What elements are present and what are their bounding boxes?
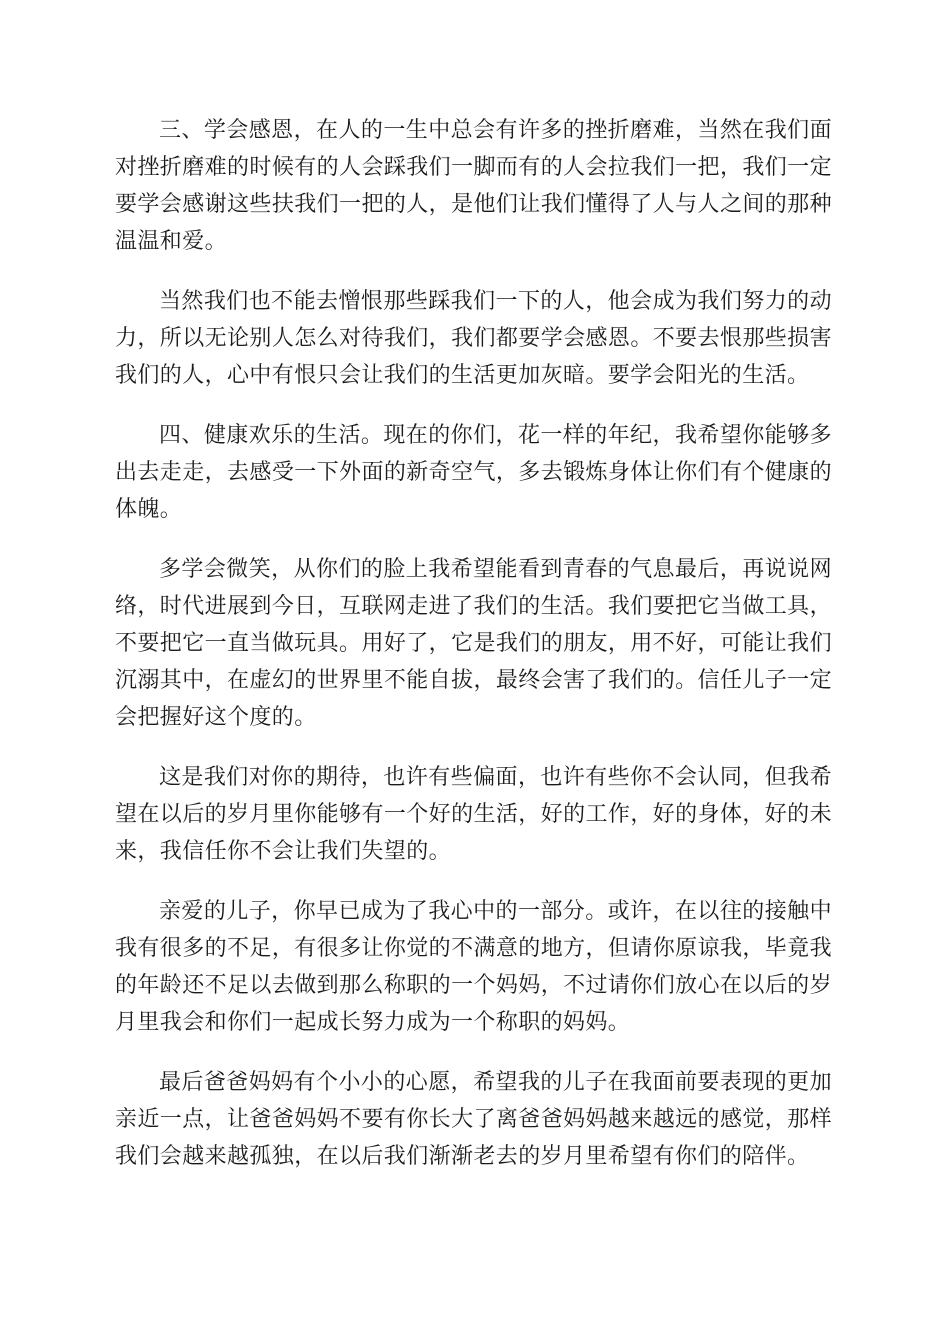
paragraph-final-wish: 最后爸爸妈妈有个小小的心愿，希望我的儿子在我面前要表现的更加亲近一点，让爸爸妈妈不要有你长大了离爸爸妈妈越来越远的感觉，那样我们会越来越孤独，在以后我们渐渐老去的岁月里希望有你们的陪伴。 <box>115 1070 832 1169</box>
document-page <box>115 112 832 1198</box>
paragraph-dear-son: 亲爱的儿子，你早已成为了我心中的一部分。或许，在以往的接触中我有很多的不足，有很多让你觉的不满意的地方，但请你原谅我，毕竟我的年龄还不足以去做到那么称职的一个妈妈，不过请你们放心在以后的岁月里我会和你们一起成长努力成为一个称职的妈妈。 <box>115 899 832 1035</box>
paragraph-gratitude: 三、学会感恩，在人的一生中总会有许多的挫折磨难，当然在我们面对挫折磨难的时候有的人会踩我们一脚而有的人会拉我们一把，我们一定要学会感谢这些扶我们一把的人，是他们让我们懂得了人与人之间的那种温温和爱。 <box>115 118 832 254</box>
paragraph-no-hatred: 当然我们也不能去憎恨那些踩我们一下的人，他会成为我们努力的动力，所以无论别人怎么对待我们，我们都要学会感恩。不要去恨那些损害我们的人，心中有恨只会让我们的生活更加灰暗。要学会阳光的生活。 <box>115 289 832 388</box>
paragraph-smile-internet: 多学会微笑，从你们的脸上我希望能看到青春的气息最后，再说说网络，时代进展到今日，互联网走进了我们的生活。我们要把它当做工具，不要把它一直当做玩具。用好了，它是我们的朋友，用不好，可能让我们沉溺其中，在虚幻的世界里不能自拔，最终会害了我们的。信任儿子一定会把握好这个度的。 <box>115 557 832 730</box>
paragraph-healthy-life: 四、健康欢乐的生活。现在的你们，花一样的年纪，我希望你能够多出去走走，去感受一下外面的新奇空气，多去锻炼身体让你们有个健康的体魄。 <box>115 423 832 522</box>
paragraph-expectations: 这是我们对你的期待，也许有些偏面，也许有些你不会认同，但我希望在以后的岁月里你能够有一个好的生活，好的工作，好的身体，好的未来，我信任你不会让我们失望的。 <box>115 765 832 864</box>
